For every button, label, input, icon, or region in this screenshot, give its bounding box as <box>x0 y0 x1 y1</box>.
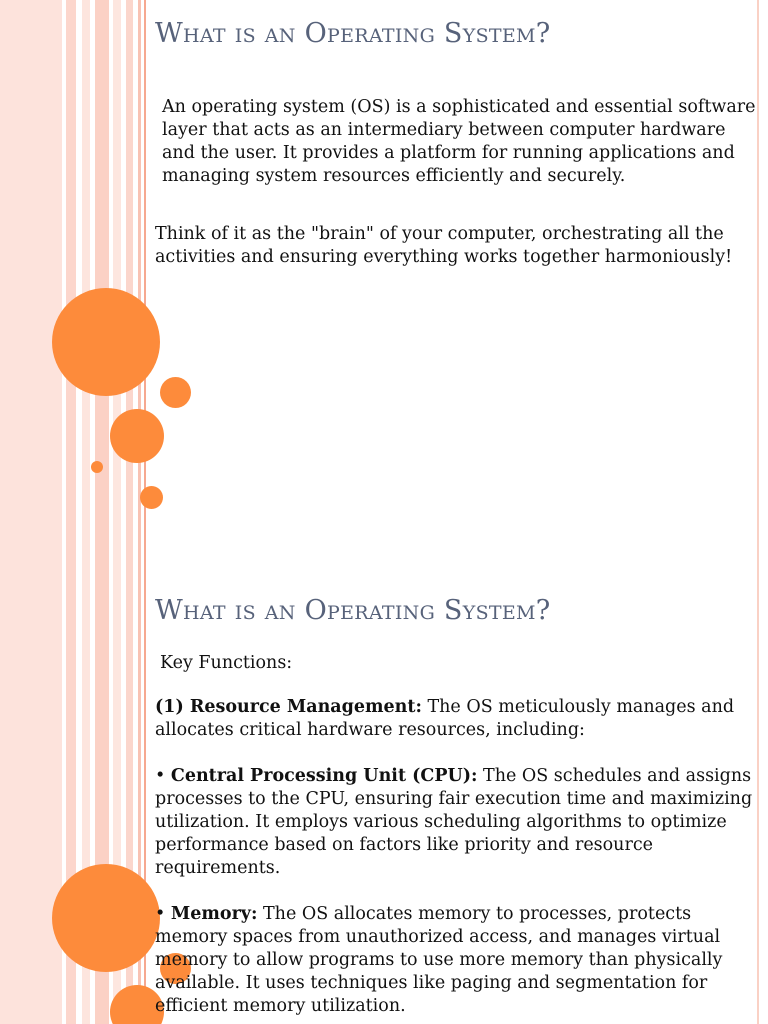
slide-2 <box>0 553 768 1024</box>
bullet-marker: • <box>155 766 171 786</box>
slide-title: What is an Operating System? <box>155 595 551 626</box>
memory-bullet-paragraph <box>155 903 760 1018</box>
decor-circle-large <box>52 864 160 972</box>
decor-stripe <box>82 0 90 553</box>
decor-circle <box>140 486 163 509</box>
decor-stripe <box>0 553 62 1024</box>
cpu-text: The OS schedules and assigns processes to the CPU, ensuring fair execution time and maximizing utilization. It employs various scheduling algorithms to optimize performance based on factors like priority and resource requirements. <box>155 766 753 878</box>
decor-circle <box>160 377 191 408</box>
bullet-marker: • <box>155 904 171 924</box>
decor-stripe <box>66 0 76 553</box>
decor-circle <box>110 409 164 463</box>
intro-paragraph: An operating system (OS) is a sophisticated and essential software layer that acts as an intermediary between computer hardware and the user. It provides a platform for running applications and managing system resources efficiently and securely. <box>162 97 756 186</box>
decor-stripe <box>126 0 133 553</box>
decor-right-line <box>757 0 759 553</box>
decor-circle <box>91 461 103 473</box>
decor-stripe <box>113 0 121 553</box>
resource-management-text: The OS meticulously manages and allocates critical hardware resources, including: <box>155 697 735 740</box>
cpu-label: Central Processing Unit (CPU): <box>170 766 478 786</box>
cpu-bullet-paragraph <box>155 765 760 880</box>
decor-stripe <box>138 0 141 553</box>
decor-circle-large <box>52 288 160 396</box>
slide-title: What is an Operating System? <box>155 18 551 49</box>
memory-text: The OS allocates memory to processes, protects memory spaces from unauthorized access, and manages virtual memory to allow programs to use more memory than physically available. It uses techniques like paging and segmentation for efficient memory utilization. <box>155 904 723 1016</box>
resource-management-paragraph <box>155 696 760 742</box>
decor-stripe <box>0 0 62 553</box>
decor-stripe <box>144 0 146 553</box>
memory-label: Memory: <box>170 904 258 924</box>
key-functions-heading: Key Functions: <box>160 653 293 673</box>
resource-management-label: (1) Resource Management: <box>155 697 422 717</box>
brain-paragraph: Think of it as the "brain" of your computer, orchestrating all the activities and ensuring everything works together harmoniously! <box>155 224 733 267</box>
